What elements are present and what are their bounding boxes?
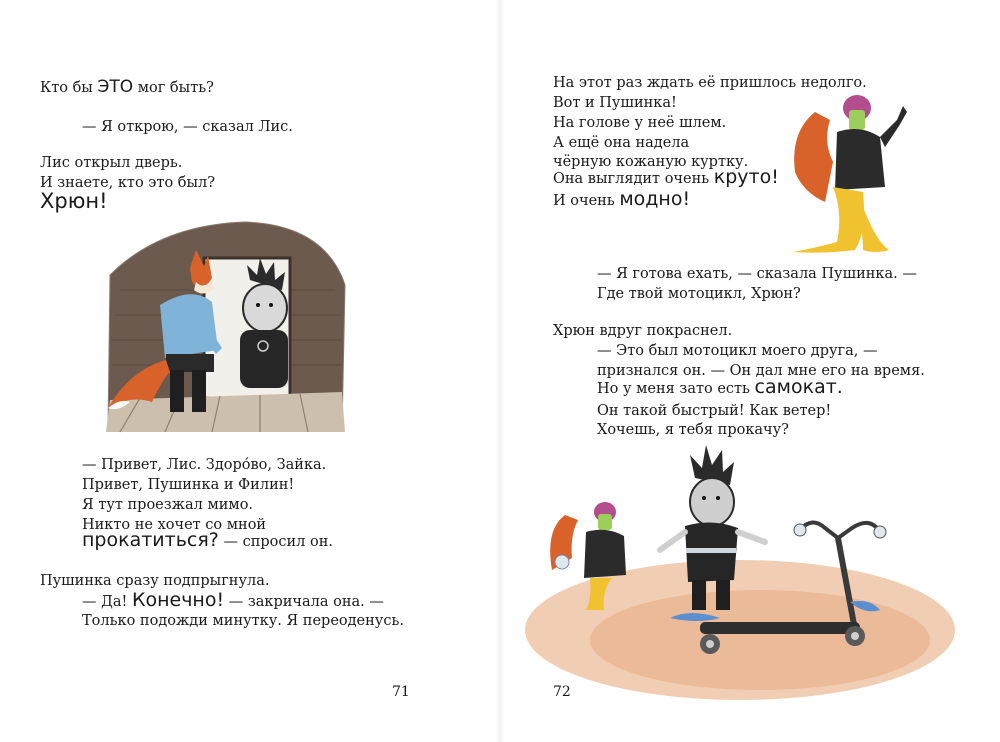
text-line: Пушинка сразу подпрыгнула. bbox=[40, 573, 270, 589]
text-line: На голове у неё шлем. bbox=[553, 115, 727, 131]
text-line: На этот раз ждать её пришлось недолго. bbox=[553, 75, 867, 91]
emphasis-word: Хрюн! bbox=[40, 189, 108, 213]
text-line: И очень модно! bbox=[553, 188, 691, 210]
emphasis-word: круто! bbox=[713, 166, 779, 188]
emphasis-word: Конечно! bbox=[131, 589, 225, 611]
text-line: Только подожди минутку. Я переоденусь. bbox=[82, 613, 404, 629]
page-number: 72 bbox=[553, 684, 571, 700]
text-line: Хрюн вдруг покраснел. bbox=[553, 323, 733, 339]
scooter-illustration bbox=[520, 440, 960, 705]
text-line: Где твой мотоцикл, Хрюн? bbox=[597, 286, 801, 302]
text-line: Я тут проезжал мимо. bbox=[82, 497, 254, 513]
text-line: Никто не хочет со мной bbox=[82, 517, 267, 533]
text-line: чёрную кожаную куртку. bbox=[553, 154, 749, 170]
text-line: Кто бы ЭТО мог быть? bbox=[40, 77, 214, 97]
text-line: — Привет, Лис. Здоро́во, Зайка. bbox=[82, 457, 327, 473]
emphasis-word: модно! bbox=[619, 188, 691, 210]
text-line: Он такой быстрый! Как ветер! bbox=[597, 403, 832, 419]
text-line: — Я открою, — сказал Лис. bbox=[82, 119, 293, 135]
text-line: Лис открыл дверь. bbox=[40, 155, 183, 171]
text-line: — Да! Конечно! — закричала она. — bbox=[82, 589, 384, 611]
emphasis-word: прокатиться? bbox=[82, 529, 219, 551]
text-line: — Я готова ехать, — сказала Пушинка. — bbox=[597, 266, 917, 282]
page-number: 71 bbox=[392, 684, 410, 700]
text-line: И знаете, кто это был? bbox=[40, 175, 216, 191]
text-line: Но у меня зато есть самокат. bbox=[597, 376, 843, 398]
text-line: признался он. — Он дал мне его на время. bbox=[597, 363, 925, 379]
text-line: Она выглядит очень круто! bbox=[553, 166, 779, 188]
text-line: А ещё она надела bbox=[553, 135, 690, 151]
fox-door-illustration bbox=[100, 220, 350, 435]
text-line: Привет, Пушинка и Филин! bbox=[82, 477, 295, 493]
text-line: — Это был мотоцикл моего друга, — bbox=[597, 343, 878, 359]
text-line: Вот и Пушинка! bbox=[553, 95, 677, 111]
right-page bbox=[500, 0, 1000, 742]
text-line: Хочешь, я тебя прокачу? bbox=[597, 422, 789, 438]
squirrel-illustration bbox=[785, 92, 915, 257]
emphasis-word: самокат. bbox=[754, 376, 843, 398]
text-line: прокатиться? — спросил он. bbox=[82, 529, 333, 551]
emphasis-word: ЭТО bbox=[97, 77, 134, 97]
